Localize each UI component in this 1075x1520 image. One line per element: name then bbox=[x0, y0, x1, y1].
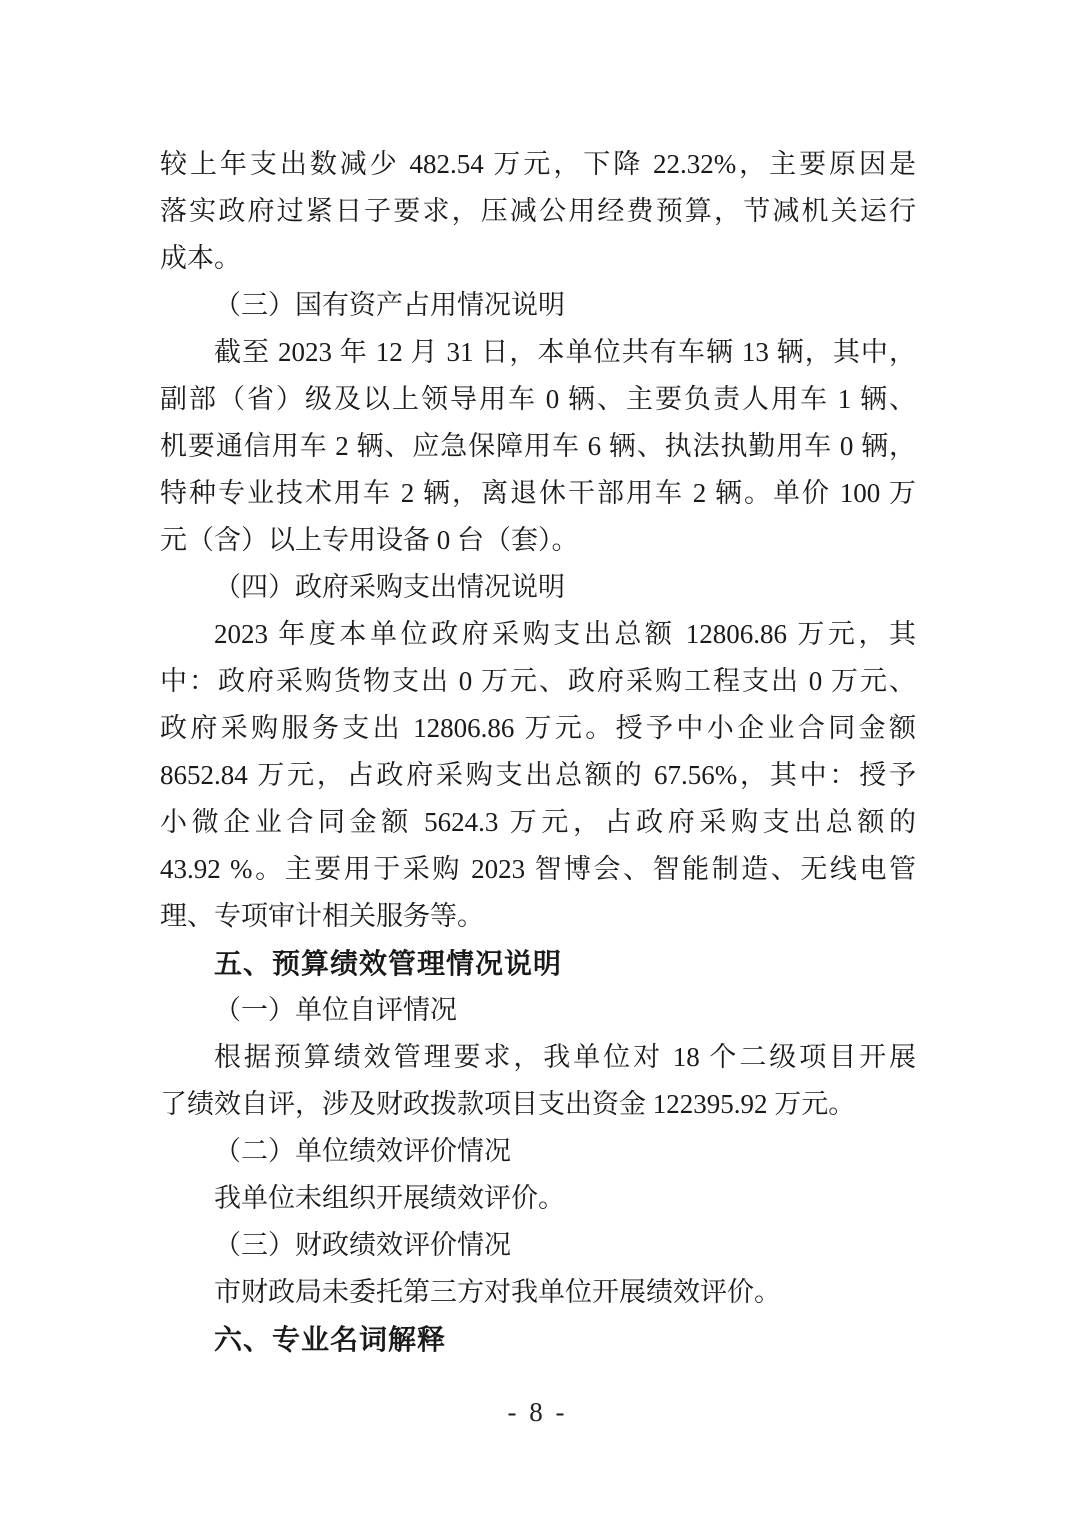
text-line: 2023 年度本单位政府采购支出总额 12806.86 万元，其 bbox=[214, 619, 916, 649]
text-line: 中：政府采购货物支出 0 万元、政府采购工程支出 0 万元、 bbox=[160, 666, 916, 696]
text-line: 落实政府过紧日子要求，压减公用经费预算，节减机关运行 bbox=[160, 196, 916, 226]
text-line: 机要通信用车 2 辆、应急保障用车 6 辆、执法执勤用车 0 辆， bbox=[160, 431, 916, 461]
text-line: 根据预算绩效管理要求，我单位对 18 个二级项目开展 bbox=[214, 1042, 916, 1072]
heading-line: （三）国有资产占用情况说明 bbox=[214, 290, 565, 320]
text-line: 43.92 %。主要用于采购 2023 智博会、智能制造、无线电管 bbox=[160, 854, 916, 884]
paragraph-unit-evaluation bbox=[160, 1175, 916, 1222]
paragraph-fiscal-evaluation bbox=[160, 1269, 916, 1316]
paragraph-self-evaluation bbox=[160, 1034, 916, 1128]
text-line: 截至 2023 年 12 月 31 日，本单位共有车辆 13 辆，其中， bbox=[214, 337, 916, 367]
heading-line: （四）政府采购支出情况说明 bbox=[214, 572, 565, 602]
text-line: 元（含）以上专用设备 0 台（套）。 bbox=[160, 525, 579, 555]
subsection-heading-self-evaluation bbox=[160, 987, 916, 1034]
text-line: 成本。 bbox=[160, 243, 241, 273]
paragraph-continued bbox=[160, 141, 916, 282]
heading-line: 六、专业名词解释 bbox=[214, 1324, 447, 1355]
subsection-heading-state-assets bbox=[160, 282, 916, 329]
text-line: 理、专项审计相关服务等。 bbox=[160, 901, 484, 931]
heading-line: （三）财政绩效评价情况 bbox=[214, 1230, 511, 1260]
heading-line: （一）单位自评情况 bbox=[214, 995, 457, 1025]
paragraph-vehicles bbox=[160, 329, 916, 564]
heading-line: （二）单位绩效评价情况 bbox=[214, 1136, 511, 1166]
text-line: 小微企业合同金额 5624.3 万元，占政府采购支出总额的 bbox=[160, 807, 916, 837]
text-line: 政府采购服务支出 12806.86 万元。授予中小企业合同金额 bbox=[160, 713, 916, 743]
section-heading-performance bbox=[160, 940, 916, 987]
document-body bbox=[160, 141, 916, 1363]
text-line: 8652.84 万元，占政府采购支出总额的 67.56%，其中：授予 bbox=[160, 760, 916, 790]
heading-line: 五、预算绩效管理情况说明 bbox=[214, 948, 563, 979]
text-line: 市财政局未委托第三方对我单位开展绩效评价。 bbox=[214, 1277, 781, 1307]
text-line: 了绩效自评，涉及财政拨款项目支出资金 122395.92 万元。 bbox=[160, 1089, 856, 1119]
subsection-heading-procurement bbox=[160, 564, 916, 611]
subsection-heading-fiscal-evaluation bbox=[160, 1222, 916, 1269]
text-line: 特种专业技术用车 2 辆，离退休干部用车 2 辆。单价 100 万 bbox=[160, 478, 916, 508]
page-number: - 8 - bbox=[507, 1397, 568, 1427]
subsection-heading-unit-evaluation bbox=[160, 1128, 916, 1175]
text-line: 较上年支出数减少 482.54 万元，下降 22.32%，主要原因是 bbox=[160, 149, 916, 179]
text-line: 副部（省）级及以上领导用车 0 辆、主要负责人用车 1 辆、 bbox=[160, 384, 916, 414]
section-heading-terms bbox=[160, 1316, 916, 1363]
paragraph-procurement bbox=[160, 611, 916, 940]
text-line: 我单位未组织开展绩效评价。 bbox=[214, 1183, 565, 1213]
